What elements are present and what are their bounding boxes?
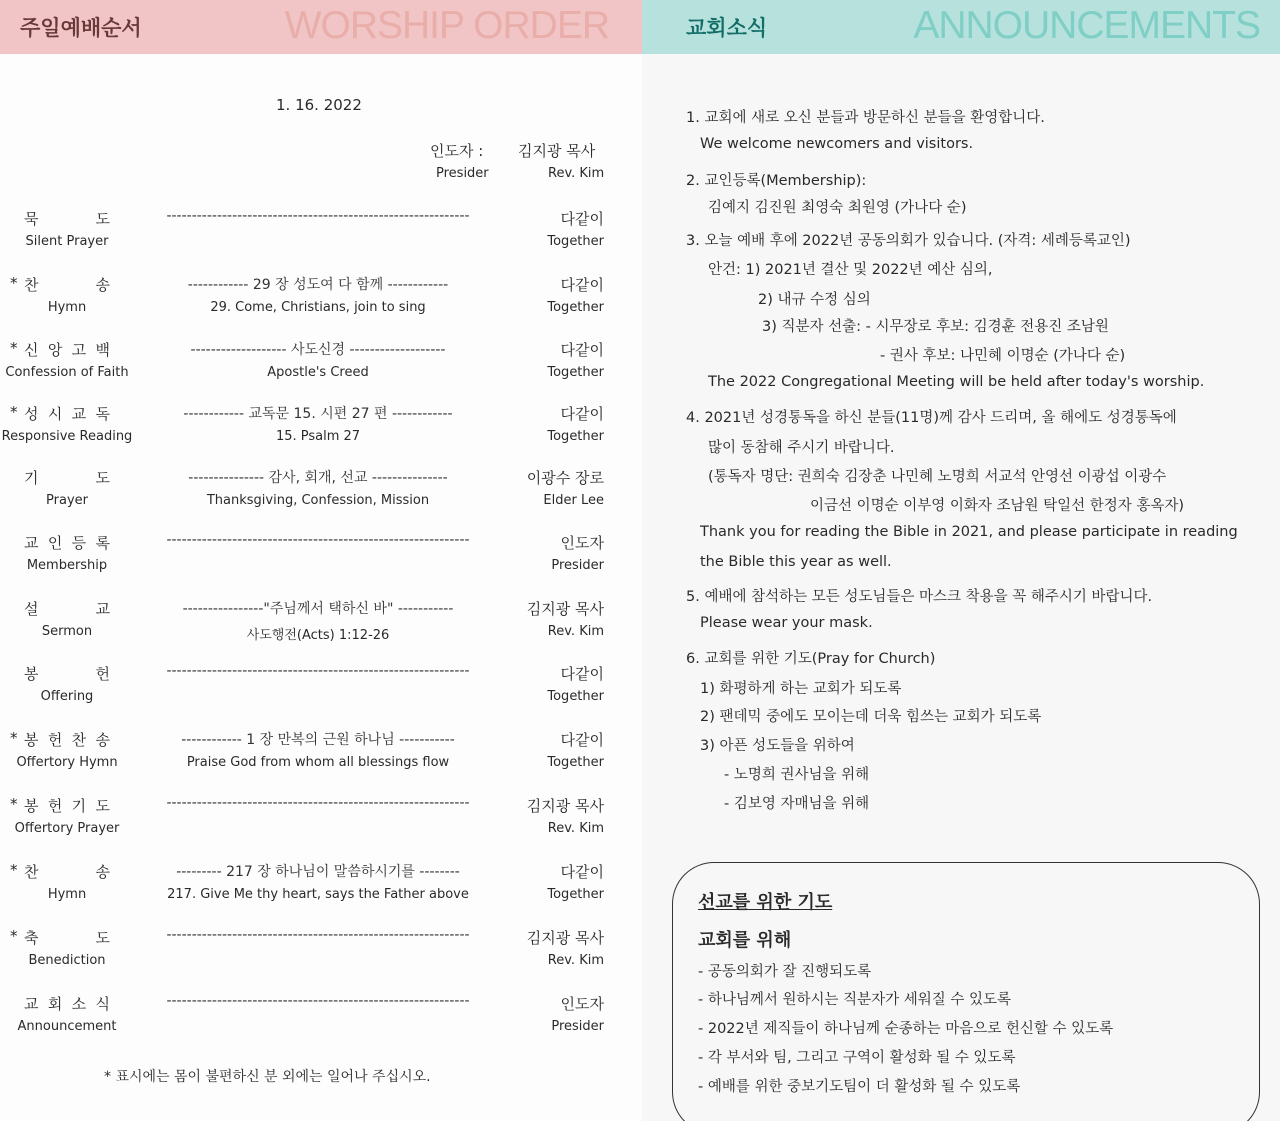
order-title-ko: 봉 헌 찬 송 [24,731,110,749]
order-row [0,663,642,723]
order-title-en: Hymn [47,300,87,315]
order-item-detail: --------------- 감사, 회개, 선교 --------------- [188,470,448,486]
standing-mark: * [10,274,18,292]
order-item-detail-en: 29. Come, Christians, join to sing [210,300,426,315]
announcement-line: 2) 팬데믹 중에도 모이는데 더욱 힘쓰는 교회가 되도록 [700,709,1042,725]
order-item-detail-en: 사도행전(Acts) 1:12-26 [246,628,390,643]
order-item-detail: ------------------- 사도신경 ------------------- [190,342,446,358]
order-row [0,532,642,592]
announcement-line: the Bible this year as well. [700,554,892,570]
order-item-detail: ----------------"주님께서 택하신 바" ----------- [182,601,454,617]
order-title-ko: 찬 송 [24,863,110,881]
header-title-en: ANNOUNCEMENTS [913,4,1260,47]
announcement-line: - 김보영 자매님을 위해 [724,796,870,812]
order-item-detail-en: Apostle's Creed [267,365,369,380]
order-title-ko: 봉 헌 기 도 [24,797,110,815]
announcement-line: 3. 오늘 예배 후에 2022년 공동의회가 있습니다. (자격: 세례등록교인) [686,233,1131,249]
prayer-item: - 공동의회가 잘 진행되도록 [698,964,872,980]
announcement-line: (통독자 명단: 권희숙 김장춘 나민혜 노명희 서교석 안영선 이광섭 이광수 [708,469,1167,485]
announcement-line: Thank you for reading the Bible in 2021, and please participate in reading [700,524,1238,540]
order-item-detail-en: 15. Psalm 27 [275,429,361,444]
announcement-line: - 권사 후보: 나민혜 이명순 (가나다 순) [880,348,1126,364]
order-title-en: Silent Prayer [25,234,109,249]
order-title-en: Offering [40,689,94,704]
presider-label-ko: 인도자 : [430,142,484,160]
order-person-en: Presider [551,558,604,573]
order-row [0,274,642,334]
announcement-line: 2. 교인등록(Membership): [686,173,867,189]
order-title-ko: 성 시 교 독 [24,405,110,423]
order-item-detail: ------------ 29 장 성도여 다 함께 ------------ [187,277,449,293]
standing-mark: * [10,927,18,945]
announcement-line: 안건: 1) 2021년 결산 및 2022년 예산 심의, [708,262,993,278]
order-row [0,598,642,658]
order-title-ko: 교 인 등 록 [24,534,110,552]
standing-mark: * [10,795,18,813]
announcement-line: Please wear your mask. [700,615,873,631]
announcement-line: 1. 교회에 새로 오신 분들과 방문하신 분들을 환영합니다. [686,110,1045,126]
order-person-en: Together [547,300,604,315]
order-title-en: Offertory Hymn [16,755,118,770]
order-row [0,339,642,399]
order-item-detail: ------------ 교독문 15. 시편 27 편 ------------ [183,406,453,422]
order-title-en: Membership [26,558,108,573]
standing-mark: * [10,729,18,747]
order-title-en: Responsive Reading [1,429,133,444]
order-person-ko: 이광수 장로 [526,469,604,487]
order-person-en: Rev. Kim [547,821,604,836]
announcement-line: - 노명희 권사님을 위해 [724,767,870,783]
order-person-ko: 김지광 목사 [526,600,604,618]
order-person-ko: 인도자 [560,995,604,1013]
announcements-header [642,0,1280,54]
presider-label-en: Presider [436,166,489,181]
order-title-en: Confession of Faith [5,365,129,380]
order-row [0,795,642,855]
order-person-en: Elder Lee [543,493,604,508]
order-title-ko: 묵 도 [24,210,110,228]
presider-name-ko: 김지광 목사 [518,142,596,160]
order-title-en: Hymn [47,887,87,902]
announcements-page [642,0,1280,1121]
prayer-item: - 각 부서와 팀, 그리고 구역이 활성화 될 수 있도록 [698,1050,1016,1066]
announcement-line: We welcome newcomers and visitors. [700,136,974,152]
order-item-detail: ------------------------------------------------------------ [166,795,470,811]
order-person-en: Rev. Kim [547,953,604,968]
order-item-detail: ------------------------------------------------------------ [166,532,470,548]
order-row [0,861,642,921]
announcement-line: 4. 2021년 성경통독을 하신 분들(11명)께 감사 드리며, 올 해에도 성경통독에 [686,410,1177,426]
service-date: 1. 16. 2022 [276,96,362,114]
order-title-en: Announcement [17,1019,117,1034]
standing-footnote: * 표시에는 몸이 불편하신 분 외에는 일어나 주십시오. [104,1069,431,1085]
standing-mark: * [10,403,18,421]
order-person-en: Rev. Kim [547,624,604,639]
order-title-ko: 축 도 [24,929,110,947]
order-title-ko: 찬 송 [24,276,110,294]
order-title-ko: 설 교 [24,600,110,618]
order-person-ko: 다같이 [560,210,604,228]
order-person-en: Together [547,887,604,902]
announcement-line: 1) 화평하게 하는 교회가 되도록 [700,681,902,697]
prayer-item: - 하나님께서 원하시는 직분자가 세워질 수 있도록 [698,992,1012,1008]
order-title-en: Offertory Prayer [14,821,120,836]
announcement-line: 많이 동참해 주시기 바랍니다. [708,440,895,456]
prayer-item: - 예배를 위한 중보기도팀이 더 활성화 될 수 있도록 [698,1079,1021,1095]
order-item-detail: ------------------------------------------------------------ [166,993,470,1009]
order-row [0,467,642,527]
order-row [0,729,642,789]
announcement-line: 2) 내규 수정 심의 [758,292,871,308]
presider-name-en: Rev. Kim [548,166,605,181]
announcement-line: 김예지 김진원 최영숙 최원영 (가나다 순) [708,200,967,216]
header-title-en: WORSHIP ORDER [284,4,609,47]
order-person-ko: 인도자 [560,534,604,552]
order-item-detail: ------------------------------------------------------------ [166,663,470,679]
order-person-ko: 다같이 [560,341,604,359]
order-person-en: Together [547,365,604,380]
order-person-ko: 다같이 [560,405,604,423]
header-title-ko: 교회소식 [686,16,768,40]
order-title-ko: 교 회 소 식 [24,995,110,1013]
order-person-ko: 다같이 [560,665,604,683]
order-person-en: Presider [551,1019,604,1034]
announcement-line: 5. 예배에 참석하는 모든 성도님들은 마스크 착용을 꼭 해주시기 바랍니다. [686,589,1153,605]
mission-prayer-subtitle: 교회를 위해 [698,930,792,951]
order-title-ko: 봉 헌 [24,665,110,683]
order-item-detail-en: Thanksgiving, Confession, Mission [206,493,430,508]
order-person-ko: 김지광 목사 [526,929,604,947]
announcement-line: 3) 직분자 선출: - 시무장로 후보: 김경훈 전용진 조남원 [762,319,1109,335]
order-title-en: Prayer [46,493,88,508]
order-item-detail: ------------------------------------------------------------ [166,927,470,943]
mission-prayer-title: 선교를 위한 기도 [698,892,833,913]
order-row [0,403,642,463]
order-row [0,208,642,268]
order-item-detail: ------------------------------------------------------------ [166,208,470,224]
announcement-line: 이금선 이명순 이부영 이화자 조남원 탁일선 한정자 홍옥자) [810,498,1185,514]
order-person-ko: 김지광 목사 [526,797,604,815]
order-title-en: Benediction [28,953,106,968]
order-item-detail: --------- 217 장 하나님이 말씀하시기를 -------- [176,864,460,880]
header-title-ko: 주일예배순서 [20,16,142,40]
order-row [0,993,642,1053]
order-item-detail-en: Praise God from whom all blessings flow [186,755,450,770]
order-person-ko: 다같이 [560,731,604,749]
order-title-ko: 기 도 [24,469,110,487]
order-item-detail: ------------ 1 장 만복의 근원 하나님 ----------- [181,732,455,748]
order-person-en: Together [547,234,604,249]
order-person-en: Together [547,429,604,444]
announcement-line: 6. 교회를 위한 기도(Pray for Church) [686,651,936,667]
order-person-en: Together [547,689,604,704]
order-person-ko: 다같이 [560,863,604,881]
order-title-en: Sermon [41,624,93,639]
order-person-ko: 다같이 [560,276,604,294]
announcement-line: 3) 아픈 성도들을 위하여 [700,738,855,754]
worship-order-header [0,0,642,54]
prayer-item: - 2022년 제직들이 하나님께 순종하는 마음으로 헌신할 수 있도록 [698,1021,1114,1037]
announcement-line: The 2022 Congregational Meeting will be held after today's worship. [708,374,1205,390]
order-person-en: Together [547,755,604,770]
order-item-detail-en: 217. Give Me thy heart, says the Father above [167,887,469,902]
order-title-ko: 신 앙 고 백 [24,341,110,359]
standing-mark: * [10,339,18,357]
order-row [0,927,642,987]
standing-mark: * [10,861,18,879]
